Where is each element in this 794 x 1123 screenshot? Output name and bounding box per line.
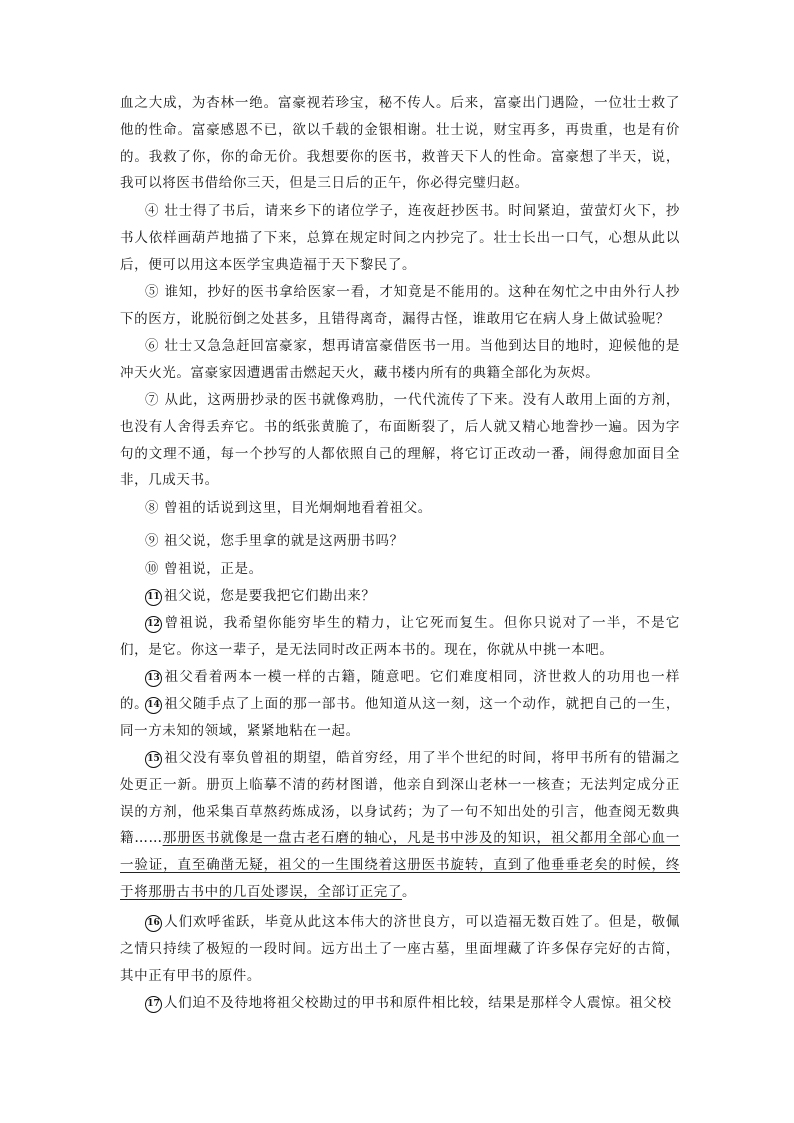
paragraph-7: ⑦ 从此，这两册抄录的医书就像鸡肋，一代代流传了下来。没有人敢用上面的方剂，也没有人舍得丢弃它。书的纸张黄脆了，布面断裂了，后人就又精心地誊抄一遍。因为字句的文理不通，每一个抄写的人都依照自己的理解，将它订正改动一番，闹得愈加面目全非，几成天书。 bbox=[120, 392, 680, 489]
paragraph-4: ④ 壮士得了书后，请来乡下的诸位学子，连夜赶抄医书。时间紧迫，萤萤灯火下，抄书人依样画葫芦地描了下来，总算在规定时间之内抄完了。壮士长出一口气，心想从此以后，便可以用这本医学宝典造福于天下黎民了。 bbox=[120, 203, 680, 273]
paragraph-15-text: 祖父没有辜负曾祖的期望，皓首穷经，用了半个世纪的时间，将甲书所有的错漏之处更正一新。册页上临摹不清的药材图谱，他亲自到深山老林一一核查；无法判定成分正误的方剂，他采集百草熬药炼成汤，以身试药；为了一句不知出处的引言，他查阅无数典籍…… bbox=[120, 750, 680, 847]
paragraph-11 bbox=[120, 583, 680, 610]
paragraph-3-continued: 血之大成，为杏林一绝。富豪视若珍宝，秘不传人。后来，富豪出门遇险，一位壮士救了他的性命。富豪感恩不已，欲以千载的金银相谢。壮士说，财宝再多，再贵重，也是有价的。我救了你，你的命无价。我想要你的医书，救普天下人的性命。富豪想了半天，说，我可以将医书借给你三天，但是三日后的正午，你必得完璧归赵。 bbox=[120, 95, 680, 192]
paragraph-12-text: 曾祖说，我希望你能穷毕生的精力，让它死而复生。但你只说对了一半，不是它们，是它。你这一辈子，是无法同时改正两本书的。现在，你就从中挑一本吧。 bbox=[120, 615, 680, 658]
paragraph-8: ⑧ 曾祖的话说到这里，目光炯炯地看着祖父。 bbox=[145, 500, 432, 516]
paragraph-16 bbox=[120, 909, 680, 989]
paragraph-number-badge: 12 bbox=[145, 616, 162, 633]
paragraph-6: ⑥ 壮士又急急赶回富豪家，想再请富豪借医书一用。当他到达目的地时，迎候他的是冲天火光。富豪家因遭遇雷击燃起天火，藏书楼内所有的典籍全部化为灰烬。 bbox=[120, 338, 680, 381]
paragraph-14 bbox=[120, 691, 680, 745]
paragraph-13-text: 祖父看着两本一模一样的古籍，随意吧。它们难度相同，济世救人的功用也一样的。 bbox=[120, 669, 680, 712]
paragraph-11-text: 祖父说，您是要我把它们勘出来？ bbox=[164, 588, 376, 604]
paragraph-10: ⑩ 曾祖说，正是。 bbox=[145, 561, 263, 577]
paragraph-14-text: 祖父随手点了上面的那一部书。他知道从这一刻，这一个动作，就把自己的一生，同一方未知的领域，紧紧地粘在一起。 bbox=[120, 696, 680, 739]
paragraph-number-badge: 13 bbox=[145, 670, 162, 687]
paragraph-15-end: 。 bbox=[402, 883, 417, 900]
paragraph-17 bbox=[120, 990, 680, 1017]
paragraph-number-badge: 11 bbox=[145, 589, 162, 606]
paragraph-17-text: 人们迫不及待地将祖父校勘过的甲书和原件相比较，结果是那样令人震惊。祖父校 bbox=[164, 995, 672, 1011]
paragraph-15 bbox=[120, 745, 680, 906]
paragraph-5: ⑤ 谁知，抄好的医书拿给医家一看，才知竟是不能用的。这种在匆忙之中由外行人抄下的医方，讹脱衍倒之处甚多，且错得离奇，漏得古怪，谁敢用它在病人身上做试验呢？ bbox=[120, 284, 680, 327]
paragraph-9: ⑨ 祖父说，您手里拿的就是这两册书吗？ bbox=[145, 533, 404, 549]
paragraph-number-badge: 16 bbox=[145, 915, 162, 932]
paragraph-number-badge: 14 bbox=[145, 697, 162, 714]
underlined-passage: 那册医书就像是一盘古老石磨的轴心，凡是书中涉及的知识，祖父都用全部心血一一验证，直至确凿无疑，祖父的一生围绕着这册医书旋转，直到了他垂垂老矣的时候，终于将那册古书中的几百处谬误，全部订正完了 bbox=[120, 830, 680, 900]
paragraph-number-badge: 15 bbox=[145, 751, 162, 768]
paragraph-16-text: 人们欢呼雀跃，毕竟从此这本伟大的济世良方，可以造福无数百姓了。但是，敬佩之情只持续了极短的一段时间。远方出土了一座古墓，里面埋藏了许多保存完好的古简，其中正有甲书的原件。 bbox=[120, 914, 680, 984]
paragraph-12 bbox=[120, 610, 680, 664]
paragraph-number-badge: 17 bbox=[145, 996, 162, 1013]
